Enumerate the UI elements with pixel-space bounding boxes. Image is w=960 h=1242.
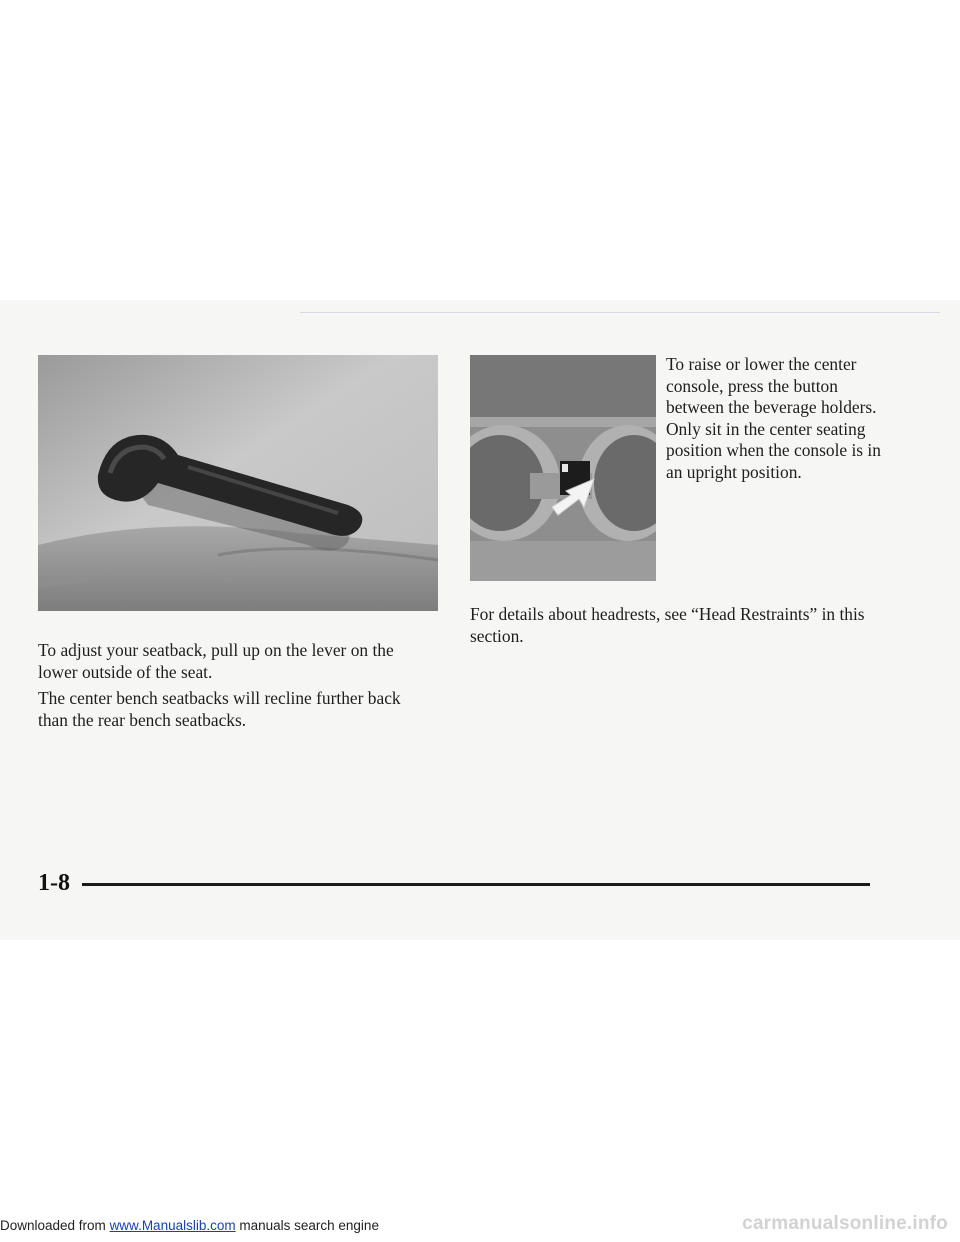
recline-note: The center bench seatbacks will recline further back than the rear bench seatbacks. <box>38 688 401 730</box>
top-faint-rule <box>300 312 940 313</box>
manualslib-link[interactable]: www.Manualslib.com <box>109 1218 236 1233</box>
headrest-reference: For details about headrests, see “Head Restraints” in this section. <box>470 604 865 646</box>
site-watermark: carmanualsonline.info <box>742 1213 948 1234</box>
banner-prefix: Downloaded from <box>0 1218 110 1233</box>
seatback-lever-photo <box>38 355 438 611</box>
center-console-illustration <box>470 355 656 581</box>
seatback-lever-illustration <box>38 355 438 611</box>
footer-rule <box>82 883 870 886</box>
center-console-photo <box>470 355 656 581</box>
page-number: 1-8 <box>38 870 70 896</box>
banner-suffix: manuals search engine <box>235 1218 379 1233</box>
download-banner <box>0 1218 379 1233</box>
console-instructions: To raise or lower the center console, press the button between the beverage holders. Only sit in the center seating position when the console is in an upright position. <box>666 354 881 482</box>
seatback-instructions: To adjust your seatback, pull up on the lever on the lower outside of the seat. <box>38 640 394 682</box>
